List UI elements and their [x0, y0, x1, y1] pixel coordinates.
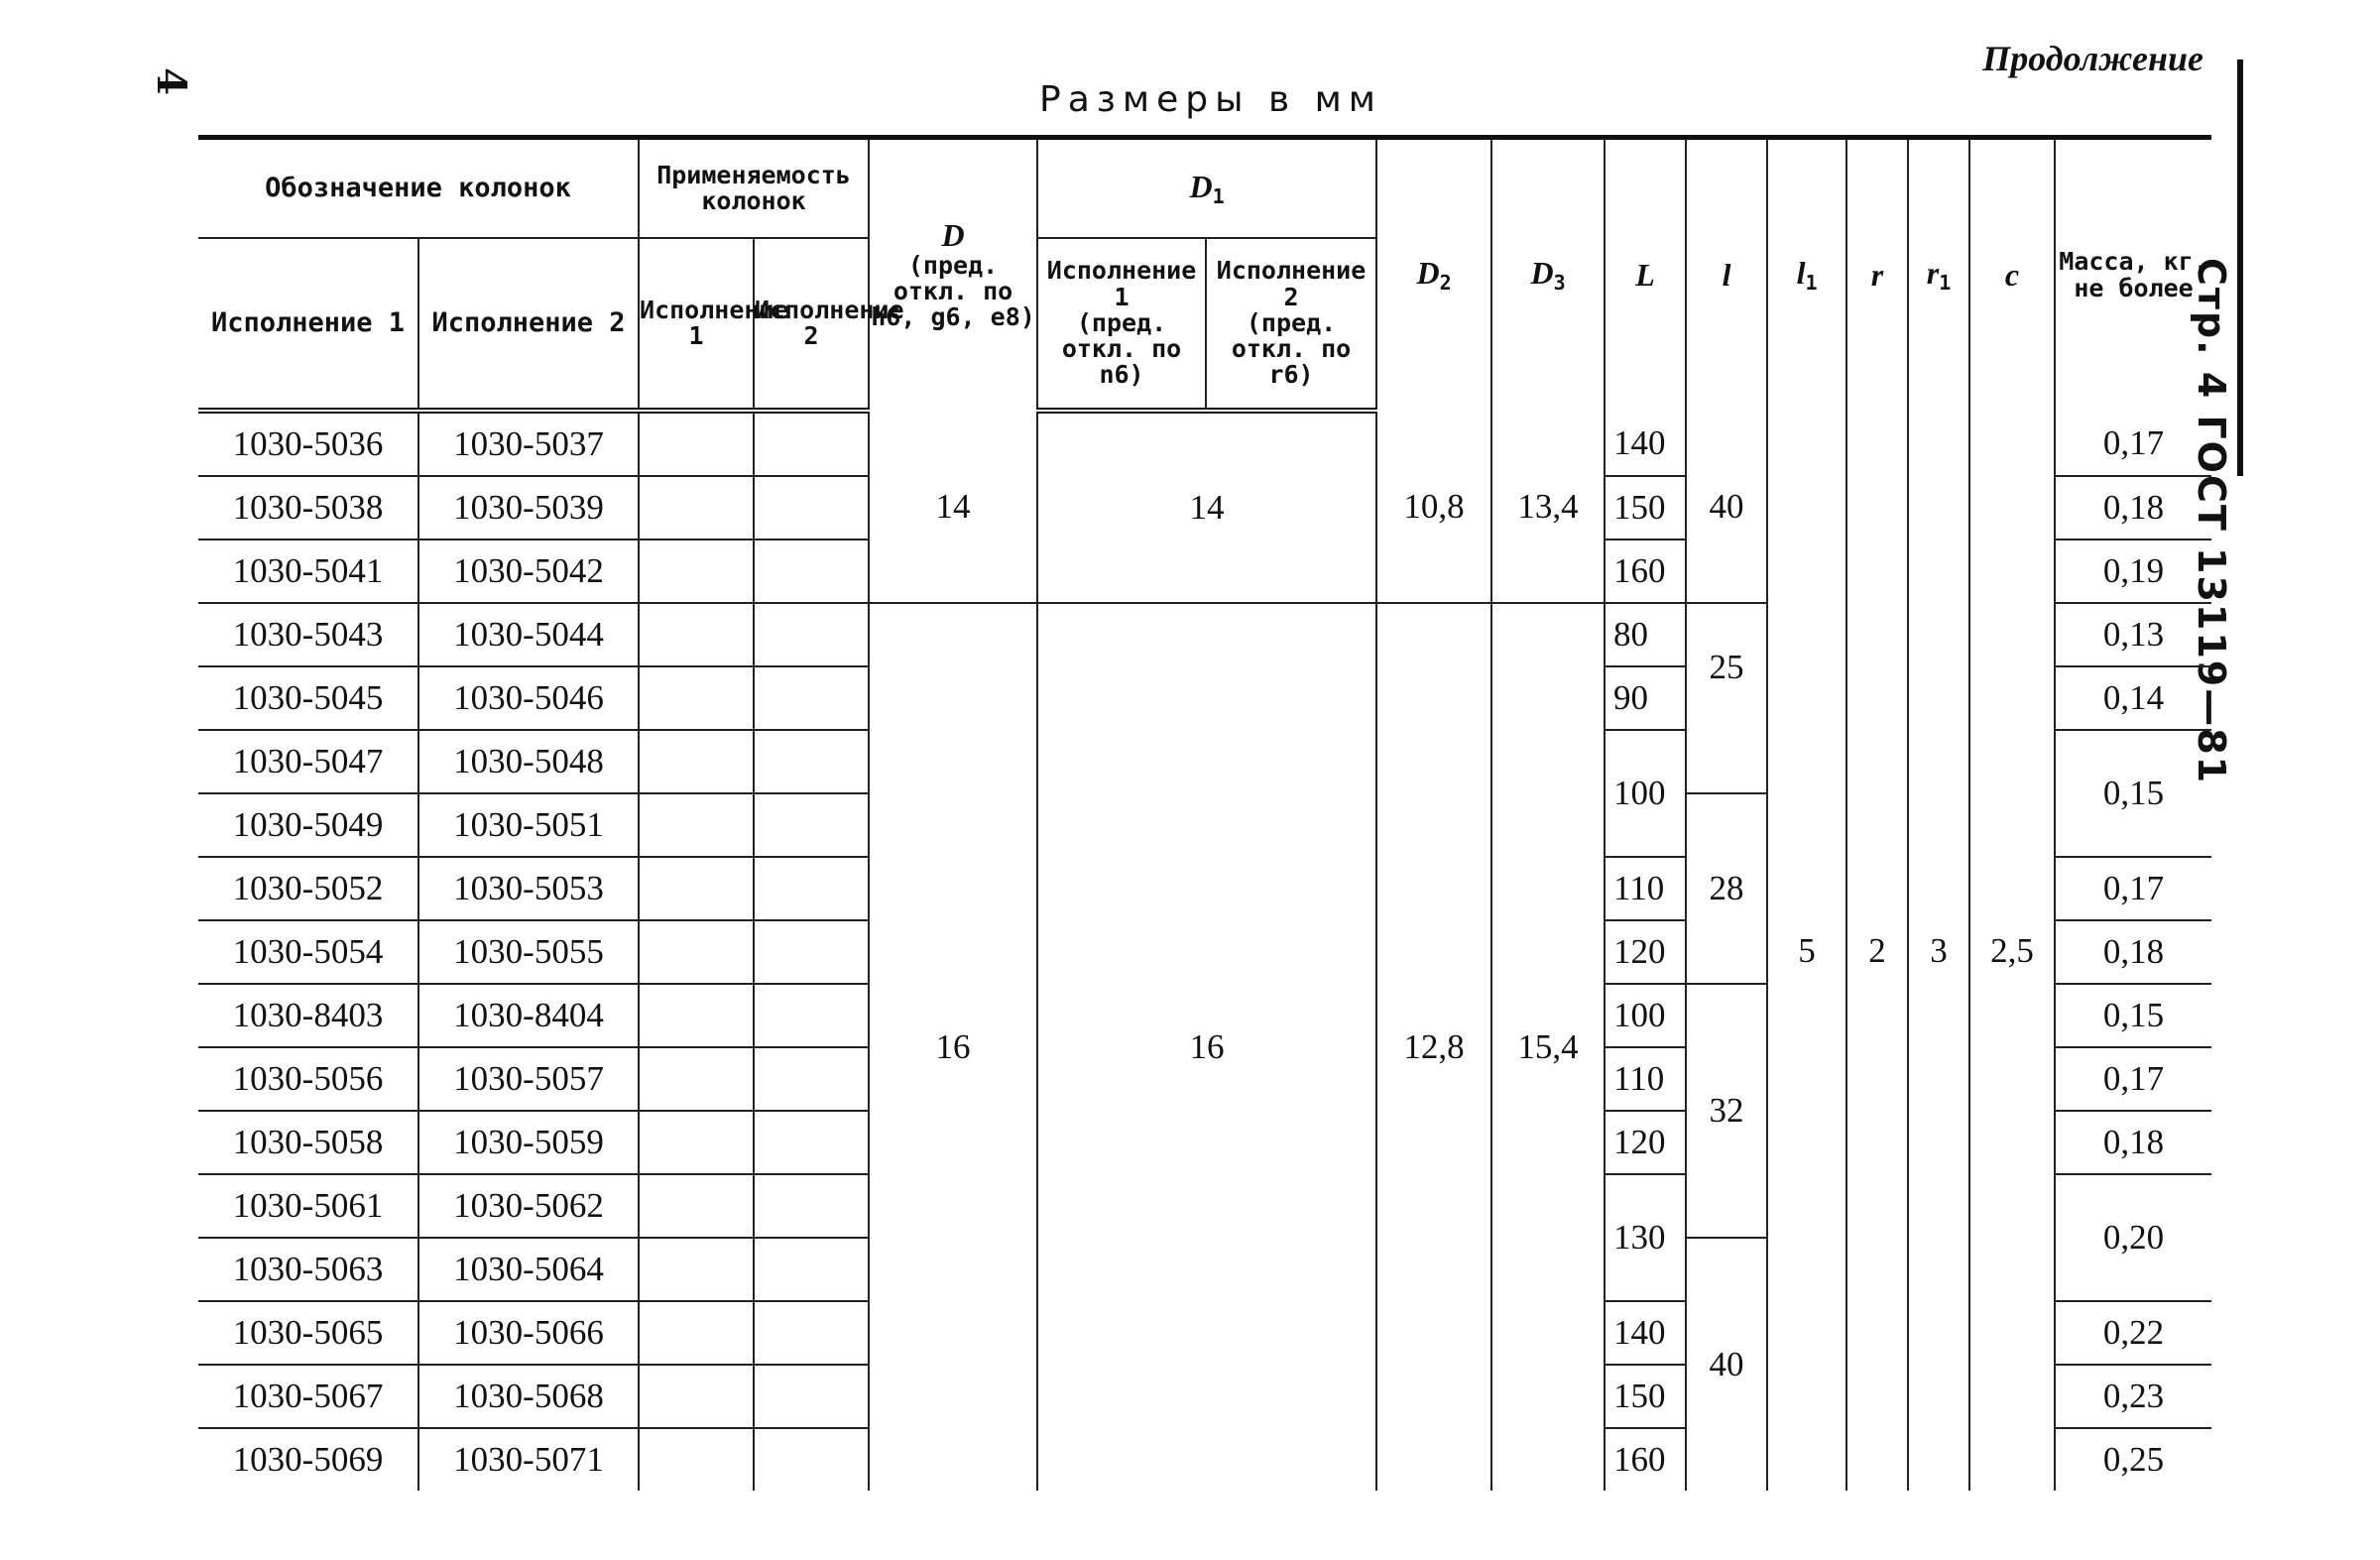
app-exec1-header: Исполнение 1: [639, 238, 754, 411]
d3-value: 15,4: [1491, 603, 1605, 1491]
code-exec2: 1030-5057: [418, 1047, 639, 1111]
mass-value: 0,25: [2055, 1428, 2211, 1491]
table-row: [198, 411, 2211, 476]
l1-subscript: 1: [1805, 271, 1818, 295]
use-exec2: [754, 793, 869, 857]
code-exec1: 1030-5069: [198, 1428, 418, 1491]
use-exec1: [639, 1111, 754, 1174]
mass-value: 0,18: [2055, 476, 2211, 540]
code-exec2: 1030-5066: [418, 1301, 639, 1365]
d-header: [869, 138, 1037, 412]
code-exec1: 1030-5041: [198, 540, 418, 603]
r1-value: 3: [1908, 411, 1969, 1491]
l-symbol: l: [1722, 256, 1731, 293]
dimensions-table: [198, 135, 2211, 1491]
use-exec2: [754, 920, 869, 984]
exec1-header: Исполнение 1: [198, 238, 418, 411]
use-exec2: [754, 666, 869, 730]
l-value: 40: [1686, 1238, 1767, 1491]
use-exec2: [754, 540, 869, 603]
code-exec2: 1030-5053: [418, 857, 639, 920]
r-symbol: r: [1870, 256, 1884, 293]
mass-value: 0,13: [2055, 603, 2211, 666]
side-rule: [2237, 60, 2243, 476]
code-exec2: 1030-5039: [418, 476, 639, 540]
code-exec1: 1030-5063: [198, 1238, 418, 1301]
d2-header: [1376, 138, 1491, 412]
use-exec1: [639, 476, 754, 540]
c-value: 2,5: [1969, 411, 2055, 1491]
length-value: 160: [1605, 540, 1686, 603]
code-exec2: 1030-5064: [418, 1238, 639, 1301]
code-exec1: 1030-5056: [198, 1047, 418, 1111]
c-header: [1969, 138, 2055, 412]
l-header: [1686, 138, 1767, 412]
code-exec1: 1030-5036: [198, 411, 418, 476]
d1-exec2-tolerance: (пред. откл. по r6): [1231, 307, 1352, 390]
mass-value: 0,15: [2055, 730, 2211, 857]
d-value: 14: [869, 411, 1037, 603]
use-exec1: [639, 1238, 754, 1301]
mass-value: 0,17: [2055, 1047, 2211, 1111]
use-exec2: [754, 1111, 869, 1174]
applicability-header: Применяемость колонок: [639, 138, 869, 239]
length-value: 140: [1605, 411, 1686, 476]
code-exec2: 1030-5059: [418, 1111, 639, 1174]
code-exec2: 1030-5048: [418, 730, 639, 793]
use-exec2: [754, 1047, 869, 1111]
use-exec2: [754, 411, 869, 476]
code-exec1: 1030-5043: [198, 603, 418, 666]
code-exec1: 1030-5067: [198, 1365, 418, 1428]
mass-header: Масса, кг, не более: [2055, 138, 2211, 412]
mass-value: 0,20: [2055, 1174, 2211, 1301]
r-header: [1846, 138, 1908, 412]
use-exec2: [754, 1238, 869, 1301]
use-exec2: [754, 1174, 869, 1238]
l1-value: 5: [1767, 411, 1846, 1491]
app-exec2-header: Исполнение 2: [754, 238, 869, 411]
exec2-header: Исполнение 2: [418, 238, 639, 411]
length-value: 120: [1605, 920, 1686, 984]
d-value: 16: [869, 603, 1037, 1491]
d1-exec1-tolerance: (пред. откл. по n6): [1061, 307, 1182, 390]
code-exec1: 1030-5061: [198, 1174, 418, 1238]
l-value: 32: [1686, 984, 1767, 1238]
page-number: 4: [147, 67, 194, 95]
length-value: 90: [1605, 666, 1686, 730]
use-exec2: [754, 603, 869, 666]
c-symbol: c: [2004, 256, 2020, 293]
use-exec1: [639, 603, 754, 666]
d1-exec2-label: Исполнение 2: [1216, 256, 1367, 311]
use-exec1: [639, 411, 754, 476]
use-exec1: [639, 666, 754, 730]
length-value: 140: [1605, 1301, 1686, 1365]
use-exec2: [754, 730, 869, 793]
code-exec2: 1030-5055: [418, 920, 639, 984]
mass-value: 0,15: [2055, 984, 2211, 1047]
l-value: 25: [1686, 603, 1767, 730]
code-exec1: 1030-5054: [198, 920, 418, 984]
d2-value: 12,8: [1376, 603, 1491, 1491]
l-value: 28: [1686, 793, 1767, 984]
d1-value: 14: [1037, 411, 1376, 603]
length-value: 110: [1605, 857, 1686, 920]
code-exec2: 1030-5068: [418, 1365, 639, 1428]
mass-value: 0,23: [2055, 1365, 2211, 1428]
l-value: 40: [1686, 411, 1767, 603]
l-spacer: [1686, 730, 1767, 793]
mass-value: 0,17: [2055, 411, 2211, 476]
d2-symbol: D: [1416, 255, 1440, 291]
use-exec2: [754, 1301, 869, 1365]
code-exec2: 1030-5071: [418, 1428, 639, 1491]
use-exec1: [639, 1428, 754, 1491]
code-exec1: 1030-5047: [198, 730, 418, 793]
d1-value: 16: [1037, 603, 1376, 1491]
use-exec1: [639, 920, 754, 984]
use-exec1: [639, 857, 754, 920]
d3-header: [1491, 138, 1605, 412]
use-exec1: [639, 540, 754, 603]
code-exec1: 1030-5065: [198, 1301, 418, 1365]
L-header: [1605, 138, 1686, 412]
use-exec1: [639, 1301, 754, 1365]
mass-value: 0,22: [2055, 1301, 2211, 1365]
length-value: 160: [1605, 1428, 1686, 1491]
d1-header: [1037, 138, 1376, 239]
use-exec2: [754, 1428, 869, 1491]
d-symbol: D: [941, 217, 965, 254]
d-tolerance: (пред. откл. по h6, g6, e8): [871, 250, 1035, 332]
units-caption: Размеры в мм: [1039, 79, 1382, 120]
d2-subscript: 2: [1439, 271, 1452, 295]
use-exec1: [639, 984, 754, 1047]
use-exec2: [754, 476, 869, 540]
use-exec1: [639, 1174, 754, 1238]
code-exec2: 1030-5046: [418, 666, 639, 730]
use-exec1: [639, 793, 754, 857]
use-exec2: [754, 1365, 869, 1428]
d1-exec1-header: [1037, 238, 1206, 411]
continuation-label: Продолжение: [1982, 39, 2203, 78]
d2-value: 10,8: [1376, 411, 1491, 603]
length-value: 80: [1605, 603, 1686, 666]
side-title: Стр. 4 ГОСТ 13119—81: [2190, 258, 2233, 785]
code-exec2: 1030-8404: [418, 984, 639, 1047]
code-exec2: 1030-5044: [418, 603, 639, 666]
designation-header: Обозначение колонок: [198, 138, 639, 239]
code-exec1: 1030-5045: [198, 666, 418, 730]
l1-header: [1767, 138, 1846, 412]
r1-header: [1908, 138, 1969, 412]
code-exec1: 1030-5049: [198, 793, 418, 857]
d3-subscript: 3: [1553, 271, 1566, 295]
length-value: 130: [1605, 1174, 1686, 1301]
use-exec1: [639, 1047, 754, 1111]
length-value: 150: [1605, 1365, 1686, 1428]
length-value: 110: [1605, 1047, 1686, 1111]
use-exec2: [754, 857, 869, 920]
d1-subscript: 1: [1212, 183, 1225, 208]
code-exec2: 1030-5062: [418, 1174, 639, 1238]
code-exec1: 1030-5052: [198, 857, 418, 920]
code-exec2: 1030-5051: [418, 793, 639, 857]
mass-value: 0,17: [2055, 857, 2211, 920]
length-value: 100: [1605, 730, 1686, 857]
mass-value: 0,14: [2055, 666, 2211, 730]
r1-subscript: 1: [1939, 271, 1952, 295]
code-exec1: 1030-5058: [198, 1111, 418, 1174]
mass-value: 0,18: [2055, 1111, 2211, 1174]
code-exec1: 1030-8403: [198, 984, 418, 1047]
L-symbol: L: [1635, 256, 1655, 293]
l1-symbol: l: [1796, 255, 1806, 291]
d3-symbol: D: [1530, 255, 1554, 291]
mass-value: 0,19: [2055, 540, 2211, 603]
code-exec1: 1030-5038: [198, 476, 418, 540]
use-exec2: [754, 984, 869, 1047]
d3-value: 13,4: [1491, 411, 1605, 603]
use-exec1: [639, 730, 754, 793]
d1-symbol: D: [1189, 168, 1213, 204]
length-value: 150: [1605, 476, 1686, 540]
mass-value: 0,18: [2055, 920, 2211, 984]
code-exec2: 1030-5042: [418, 540, 639, 603]
code-exec2: 1030-5037: [418, 411, 639, 476]
d1-exec1-label: Исполнение 1: [1046, 256, 1197, 311]
length-value: 120: [1605, 1111, 1686, 1174]
r1-symbol: r: [1926, 255, 1940, 291]
r-value: 2: [1846, 411, 1908, 1491]
length-value: 100: [1605, 984, 1686, 1047]
use-exec1: [639, 1365, 754, 1428]
d1-exec2-header: [1206, 238, 1376, 411]
